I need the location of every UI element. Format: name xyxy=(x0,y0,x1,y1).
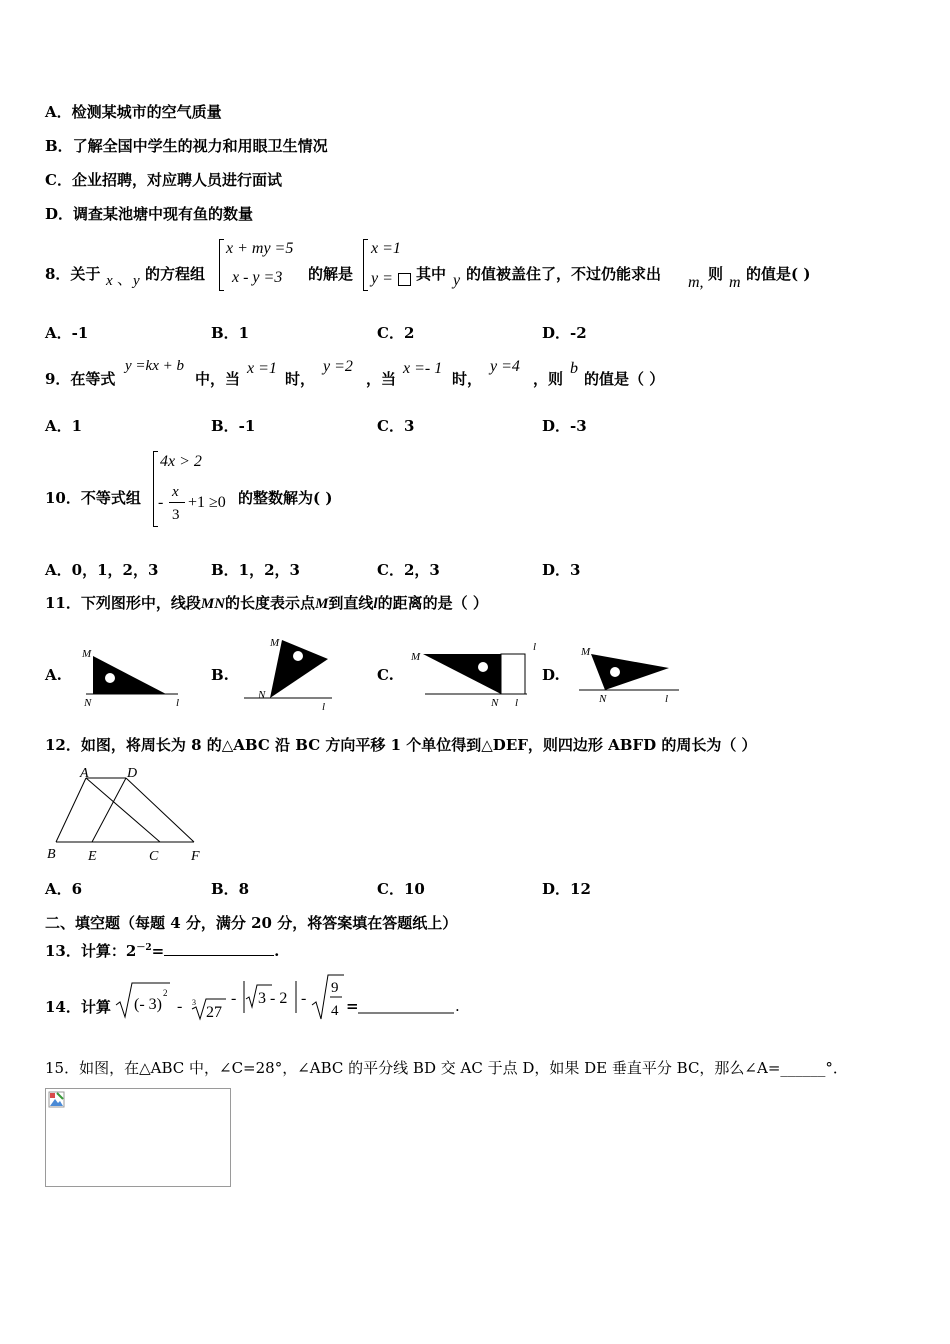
point-b: B xyxy=(47,847,56,862)
q9-c1: x =1 xyxy=(247,360,277,377)
q14-cube-index: 3 xyxy=(192,998,196,1007)
q12-figure xyxy=(44,764,214,868)
q14-r1: (- 3) xyxy=(134,996,162,1013)
q8-eq1: x + my =5 xyxy=(226,240,294,257)
label-n: N xyxy=(258,689,266,701)
label-l: l xyxy=(665,693,669,705)
q15-image-placeholder xyxy=(45,1088,231,1187)
q10-frac-den: 3 xyxy=(172,507,180,523)
q8-system-brace xyxy=(219,239,224,291)
q10-fraction-bar xyxy=(169,502,185,503)
q14-frac-num: 9 xyxy=(331,980,339,996)
q14-minus-3: - xyxy=(301,990,307,1007)
q8-var-m2: m xyxy=(729,274,741,291)
q8-var-m: m, xyxy=(688,274,704,291)
covered-box-icon xyxy=(398,273,411,286)
q13-question: 13．计算：$2^{-2}=$ . xyxy=(45,942,280,960)
q14-prefix: 14．计算 xyxy=(45,998,111,1016)
q9-t4: 时， xyxy=(452,370,483,388)
q8-var-y: y xyxy=(133,273,140,289)
q11-stray-label: l xyxy=(533,641,537,653)
q8-var-x: x xyxy=(106,273,113,289)
label-n: N xyxy=(84,697,92,709)
q14-cube-radicand: 27 xyxy=(206,1004,222,1021)
q8-prefix: 8．关于 xyxy=(45,265,101,283)
q8-sol2: y = xyxy=(371,270,393,287)
q8-option-b: B．1 xyxy=(211,324,250,342)
label-n: N xyxy=(599,693,607,705)
q9-prefix: 9．在等式 xyxy=(45,370,116,388)
broken-image-icon xyxy=(48,1091,66,1109)
q9-c5: b xyxy=(570,360,578,377)
q8-mid5: 则 xyxy=(708,265,724,283)
q11-figure-c xyxy=(405,640,540,710)
q8-option-d: D．-2 xyxy=(542,324,587,342)
q10-suffix: 的整数解为( ) xyxy=(238,489,333,507)
q11-option-b-label: B. xyxy=(211,666,229,684)
label-n: N xyxy=(491,697,499,709)
q11-figure-d xyxy=(575,640,685,710)
q9-t5: ，则 xyxy=(533,370,564,388)
q9-option-b: B．-1 xyxy=(211,417,256,435)
q10-option-d: D．3 xyxy=(542,561,581,579)
q14-end: . xyxy=(455,997,460,1015)
q9-c2: y =2 xyxy=(323,358,353,375)
q10-ineq2-rest: +1 ≥0 xyxy=(188,494,226,511)
q11-question: 11．下列图形中，线段MN的长度表示点M到直线l的距离的是（ ） xyxy=(45,594,488,612)
q10-prefix: 10．不等式组 xyxy=(45,489,141,507)
q10-frac-num: x xyxy=(172,484,179,500)
label-m: M xyxy=(411,651,421,663)
q11-figure-b xyxy=(240,634,340,714)
label-l: l xyxy=(515,697,519,709)
q8-var-y2: y xyxy=(453,272,461,289)
label-l: l xyxy=(322,701,326,713)
q7-option-a: A．检测某城市的空气质量 xyxy=(45,103,222,121)
q14-expression xyxy=(112,971,472,1023)
q8-option-c: C．2 xyxy=(377,324,415,342)
label-m: M xyxy=(270,637,280,649)
q8-option-a: A．-1 xyxy=(45,324,89,342)
q14-frac-den: 4 xyxy=(331,1003,339,1019)
q8-sol1: x =1 xyxy=(371,240,401,257)
q9-c3: x =- 1 xyxy=(403,360,443,377)
q10-option-b: B．1，2，3 xyxy=(211,561,300,579)
q10-ineq1: 4x > 2 xyxy=(160,453,202,470)
q9-option-a: A．1 xyxy=(45,417,83,435)
q8-mid2: 的解是 xyxy=(308,265,354,283)
point-d: D xyxy=(127,766,138,781)
q8-suffix: 的值是( ) xyxy=(746,265,811,283)
q11-option-d-label: D. xyxy=(542,666,560,684)
q9-t3: ，当 xyxy=(366,370,397,388)
q7-option-d: D．调查某池塘中现有鱼的数量 xyxy=(45,205,254,223)
q10-option-a: A．0，1，2，3 xyxy=(45,561,159,579)
q12-option-a: A．6 xyxy=(45,880,83,898)
q12-option-b: B．8 xyxy=(211,880,250,898)
q12-question: 12．如图，将周长为 8 的△ABC 沿 BC 方向平移 1 个单位得到△DEF，则四边形 ABFD 的周长为（ ） xyxy=(45,736,757,754)
q14-r1-exp: 2 xyxy=(163,988,168,998)
q9-option-d: D．-3 xyxy=(542,417,587,435)
q15-question: 15．如图，在△ABC 中，∠C=28°，∠ABC 的平分线 BD 交 AC 于点 D，如果 DE 垂直平分 BC，那么∠A=______°． xyxy=(45,1059,848,1077)
q8-mid3: 其中 xyxy=(416,265,447,283)
q12-option-c: C．10 xyxy=(377,880,425,898)
q9-equation: y =kx + b xyxy=(125,358,184,374)
q9-option-c: C．3 xyxy=(377,417,415,435)
label-m: M xyxy=(581,646,591,658)
q13-answer-blank xyxy=(164,955,274,956)
label-l: l xyxy=(176,697,180,709)
q9-t1: 中，当 xyxy=(195,370,241,388)
q10-system-brace xyxy=(153,451,158,527)
q7-option-c: C．企业招聘，对应聘人员进行面试 xyxy=(45,171,282,189)
q8-sep: 、 xyxy=(117,270,133,288)
q8-mid4: 的值被盖住了，不过仍能求出 xyxy=(466,265,662,283)
q9-t6: 的值是（ ） xyxy=(584,370,665,388)
q7-option-b: B．了解全国中学生的视力和用眼卫生情况 xyxy=(45,137,328,155)
q9-t2: 时， xyxy=(285,370,316,388)
q12-option-d: D．12 xyxy=(542,880,591,898)
q14-minus-1: - xyxy=(177,998,183,1015)
q11-figure-a xyxy=(78,640,188,710)
q11-option-a-label: A. xyxy=(45,666,62,684)
q10-neg: - xyxy=(158,494,164,511)
q8-solution-brace xyxy=(363,239,368,291)
q14-equals: = xyxy=(346,997,359,1015)
q14-abs-inner: 3 - 2 xyxy=(258,990,288,1007)
point-a: A xyxy=(80,766,89,781)
section-heading: 二、填空题（每题 4 分，满分 20 分，将答案填在答题纸上） xyxy=(45,914,458,932)
point-e: E xyxy=(88,849,97,864)
q8-eq2: x - y =3 xyxy=(232,269,283,286)
q14-minus-2: - xyxy=(231,990,237,1007)
point-f: F xyxy=(191,849,200,864)
label-m: M xyxy=(82,648,92,660)
q11-option-c-label: C. xyxy=(377,666,394,684)
q9-c4: y =4 xyxy=(490,358,520,375)
point-c: C xyxy=(149,849,159,864)
q10-option-c: C．2，3 xyxy=(377,561,440,579)
q8-mid1: 的方程组 xyxy=(145,265,206,283)
